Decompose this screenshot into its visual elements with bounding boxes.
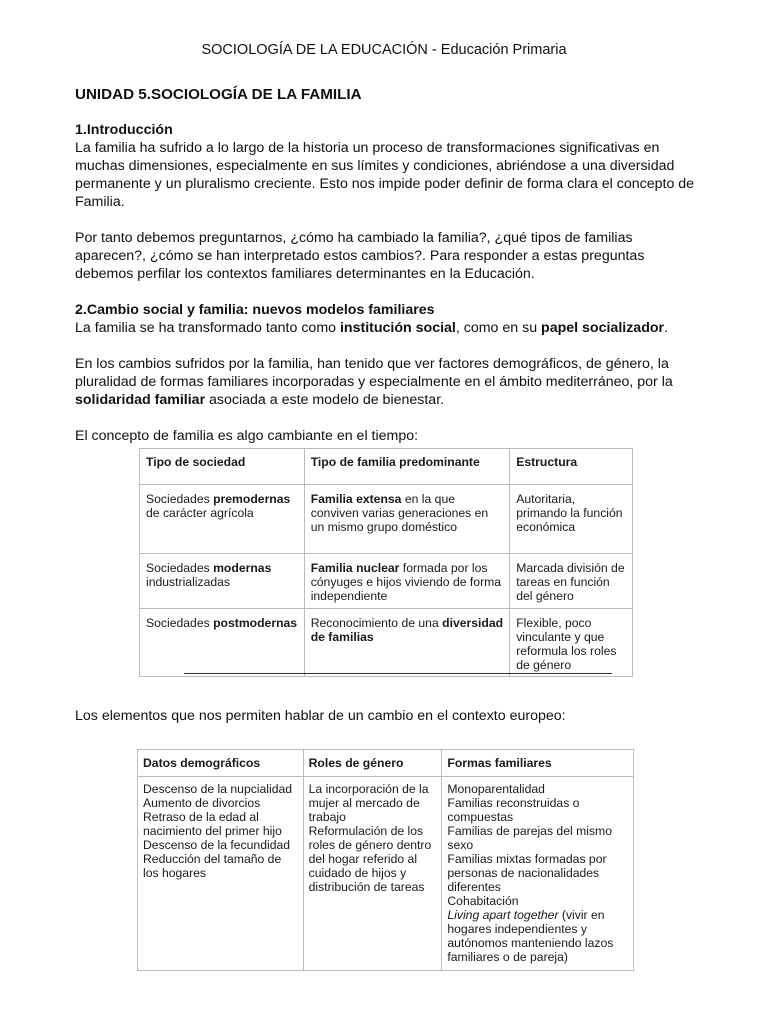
table-cell (140, 554, 305, 609)
list-item: Aumento de divorcios (143, 796, 261, 810)
list-item: Monoparentalidad (447, 782, 545, 796)
list-item: Familias mixtas formadas por personas de nacionalidades diferentes (447, 852, 607, 894)
page-header: SOCIOLOGÍA DE LA EDUCACIÓN - Educación Primaria (201, 42, 567, 58)
list-item: La incorporación de la mujer al mercado de trabajo (308, 782, 429, 824)
list-item: Retraso de la edad al nacimiento del primer hijo (143, 810, 282, 838)
cell-text: industrializadas (146, 575, 231, 589)
cell-text: de carácter agrícola (146, 506, 254, 520)
unit-title: UNIDAD 5.SOCIOLOGÍA DE LA FAMILIA (75, 86, 362, 103)
table-cell (304, 485, 510, 554)
list-item (447, 908, 628, 964)
column-header: Datos demográficos (138, 750, 304, 777)
cell-bold-text: Familia nuclear (310, 561, 400, 575)
table-underline-decoration (184, 673, 612, 674)
list-item: Reformulación de los roles de género dentro del hogar referido al cuidado de hijos y distribución de tareas (308, 824, 432, 894)
list-item: Reducción del tamaño de los hogares (143, 852, 282, 880)
table-cell (303, 777, 442, 971)
table-row (140, 485, 633, 554)
column-header: Tipo de sociedad (140, 449, 305, 485)
table-cell (304, 609, 510, 677)
text-run: asociada a este modelo de bienestar. (205, 392, 445, 408)
table-header-row (140, 449, 633, 485)
table-cell: Flexible, poco vinculante y que reformula los roles de género (510, 609, 633, 677)
cell-bold-text: premodernas (213, 492, 291, 506)
table-row (140, 609, 633, 677)
list-item: Familias de parejas del mismo sexo (447, 824, 612, 852)
bold-term-institucion-social: institución social (339, 320, 456, 336)
bold-term-solidaridad-familiar: solidaridad familiar (75, 392, 206, 408)
column-header: Formas familiares (442, 750, 634, 777)
cell-text: en la que conviven varias generaciones en un mismo grupo doméstico (310, 492, 489, 534)
table-row (140, 554, 633, 609)
cell-text: Sociedades (146, 492, 214, 506)
section-2-paragraph-3: El concepto de familia es algo cambiante en el tiempo: (75, 428, 419, 444)
cell-text: Sociedades (146, 616, 214, 630)
text-run: , como en su (455, 320, 542, 336)
table-cell (304, 554, 510, 609)
list-item: Familias reconstruidas o compuestas (447, 796, 580, 824)
text-run: La familia se ha transformado tanto como (75, 320, 340, 336)
section-1-title: 1.Introducción (75, 122, 173, 138)
section-1-paragraph-1: La familia ha sufrido a lo largo de la historia un proceso de transformaciones significativas en muchas dimensiones, especialmente en sus límites y condiciones, abriéndose a una diversidad permanente y un pluralismo creciente. Esto nos impide poder definir de forma clara el concepto de Familia. (75, 140, 695, 210)
section-2-paragraph-1 (75, 319, 700, 337)
table-row (138, 777, 634, 971)
list-item: Descenso de la fecundidad (143, 838, 291, 852)
table-cell: Marcada división de tareas en función del género (510, 554, 633, 609)
column-header: Estructura (510, 449, 633, 485)
bold-term-papel-socializador: papel socializador (541, 320, 665, 336)
text-run: . (664, 320, 668, 336)
cell-bold-text: postmodernas (213, 616, 298, 630)
list-item: Cohabitación (447, 894, 519, 908)
cell-text: Reconocimiento de una (310, 616, 443, 630)
table-european-change-factors (137, 749, 634, 971)
table-cell (140, 485, 305, 554)
cell-text: Sociedades (146, 561, 214, 575)
section-2-paragraph-4: Los elementos que nos permiten hablar de un cambio en el contexto europeo: (75, 708, 566, 724)
table-cell (138, 777, 304, 971)
cell-bold-text: Familia extensa (310, 492, 402, 506)
text-run: En los cambios sufridos por la familia, han tenido que ver factores demográficos, de género, la pluralidad de formas familiares incorporadas y especialmente en el ámbito mediterráneo, por la (75, 356, 673, 390)
column-header: Tipo de familia predominante (304, 449, 510, 485)
list-item: Descenso de la nupcialidad (143, 782, 293, 796)
section-2-paragraph-2 (75, 355, 700, 409)
document-body (75, 86, 700, 445)
section-2-title: 2.Cambio social y familia: nuevos modelos familiares (75, 302, 435, 318)
cell-text: (vivir en hogares independientes y autónomos manteniendo lazos familiares o de pareja) (447, 908, 614, 964)
section-1-paragraph-2: Por tanto debemos preguntarnos, ¿cómo ha cambiado la familia?, ¿qué tipos de familias aparecen?, ¿cómo se han interpretado estos cambios?. Para responder a estas preguntas debemos perfilar los contextos familiares determinantes en la Educación. (75, 230, 645, 282)
table-cell (442, 777, 634, 971)
italic-term-living-apart-together: Living apart together (447, 908, 559, 922)
table-cell (140, 609, 305, 677)
table-society-family-types (139, 448, 633, 677)
cell-bold-text: diversidad de familias (310, 616, 504, 644)
table-header-row (138, 750, 634, 777)
column-header: Roles de género (303, 750, 442, 777)
cell-text: formada por los cónyuges e hijos viviendo de forma independiente (310, 561, 502, 603)
table-cell: Autoritaria, primando la función económica (510, 485, 633, 554)
cell-bold-text: modernas (213, 561, 272, 575)
